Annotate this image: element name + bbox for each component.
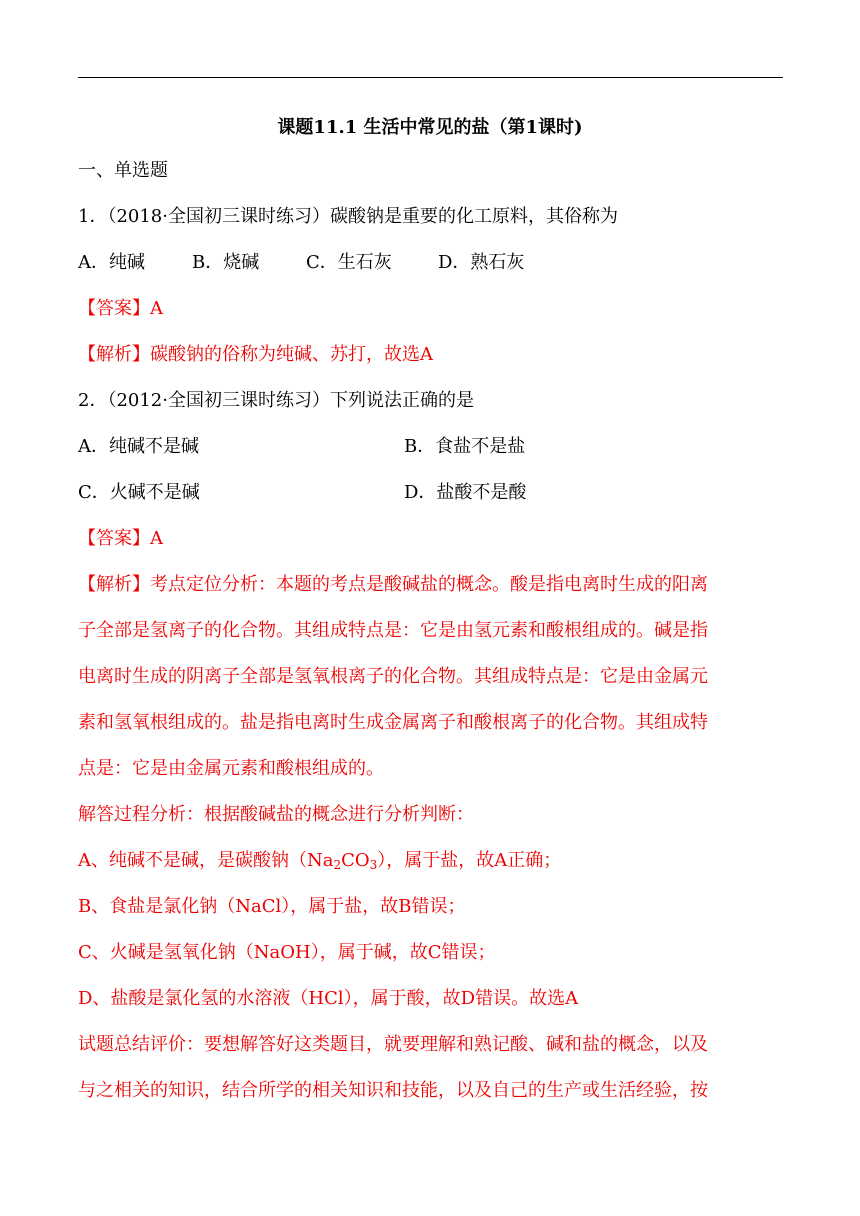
- q2-stem: 2．（2012·全国初三课时练习）下列说法正确的是: [78, 390, 474, 411]
- q2-item-a-sub2: 3: [369, 858, 378, 872]
- q1-analysis-tag: 【解析】: [78, 344, 150, 365]
- q2-item-a: [78, 849, 561, 873]
- q2-item-a-pre: A、纯碱不是碱，是碳酸钠（Na: [78, 850, 334, 871]
- q2-answer: 【答案】A: [78, 528, 163, 549]
- q1-option-a: A．纯碱: [78, 252, 145, 273]
- q2-item-a-post: ），属于盐，故A正确；: [377, 850, 562, 871]
- section-heading: 一、单选题: [78, 160, 168, 181]
- q2-analysis-line-4: 素和氢氧根组成的。盐是指电离时生成金属离子和酸根离子的化合物。其组成特: [78, 712, 708, 733]
- q2-process-title: 解答过程分析：根据酸碱盐的概念进行分析判断：: [78, 804, 474, 825]
- q2-analysis-text: 考点定位分析：本题的考点是酸碱盐的概念。酸是指电离时生成的阳离: [150, 574, 708, 595]
- q2-analysis-line-1: [78, 573, 708, 597]
- q2-analysis-tag: 【解析】: [78, 574, 150, 595]
- page-title: 课题11.1 生活中常见的盐（第1课时): [277, 117, 583, 138]
- q2-summary-line-2: 与之相关的知识，结合所学的相关知识和技能，以及自己的生产或生活经验，按: [78, 1080, 708, 1101]
- q1-option-c: C．生石灰: [306, 252, 392, 273]
- q2-analysis-line-3: 电离时生成的阴离子全部是氢氧根离子的化合物。其组成特点是：它是由金属元: [78, 666, 708, 687]
- q2-option-b: B．食盐不是盐: [404, 436, 526, 457]
- q2-analysis-line-2: 子全部是氢离子的化合物。其组成特点是：它是由氢元素和酸根组成的。碱是指: [78, 620, 708, 641]
- q1-analysis: [78, 343, 433, 367]
- q2-analysis-line-5: 点是：它是由金属元素和酸根组成的。: [78, 758, 384, 779]
- q2-item-a-mid: CO: [341, 850, 370, 871]
- q2-option-d: D．盐酸不是酸: [404, 482, 527, 503]
- q2-option-c: C．火碱不是碱: [78, 482, 200, 503]
- q2-item-b: B、食盐是氯化钠（NaCl），属于盐，故B错误；: [78, 896, 466, 917]
- q2-option-a: A．纯碱不是碱: [78, 436, 199, 457]
- q1-option-b: B．烧碱: [192, 252, 260, 273]
- q2-summary-line-1: 试题总结评价：要想解答好这类题目，就要理解和熟记酸、碱和盐的概念，以及: [78, 1034, 708, 1055]
- q1-answer: 【答案】A: [78, 298, 163, 319]
- q1-option-d: D．熟石灰: [438, 252, 525, 273]
- q1-stem: 1．（2018·全国初三课时练习）碳酸钠是重要的化工原料，其俗称为: [78, 206, 618, 227]
- q1-analysis-text: 碳酸钠的俗称为纯碱、苏打，故选A: [150, 344, 433, 365]
- header-rule: [78, 77, 783, 78]
- q2-item-d: D、盐酸是氯化氢的水溶液（HCl），属于酸，故D错误。故选A: [78, 988, 579, 1009]
- q2-item-a-sub1: 2: [333, 858, 342, 872]
- q2-item-c: C、火碱是氢氧化钠（NaOH），属于碱，故C错误；: [78, 942, 496, 963]
